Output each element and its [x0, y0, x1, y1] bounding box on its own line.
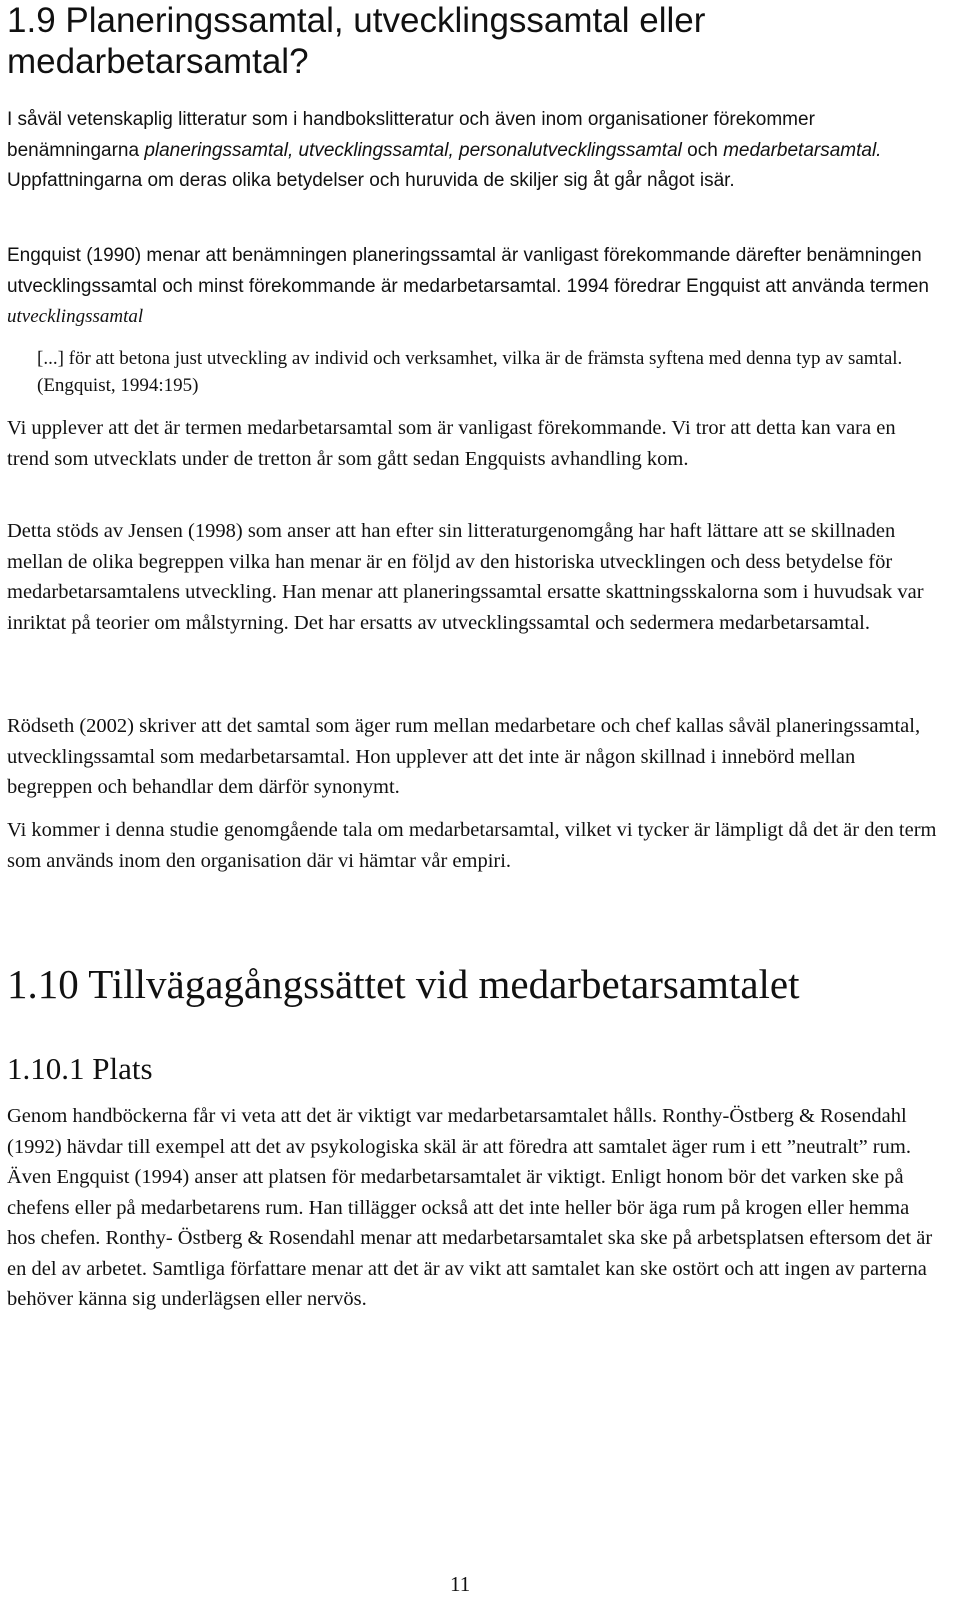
paragraph-text: Engquist (1990) menar att benämningen planeringssamtal är vanligast förekommande därefter benämningen utvecklingssamtal och minst förekommande är medarbetarsamtal. 1994 föredrar Engquist att använda termen [7, 245, 929, 297]
quote-text: [...] för att betona just utveckling av individ och verksamhet, vilka är de främsta syftena med denna typ av samtal. [37, 348, 903, 369]
subsection-heading-plats: 1.10.1 Plats [7, 1051, 153, 1086]
italic-term: medarbetarsamtal. [723, 139, 882, 161]
italic-term: utvecklingssamtal [7, 306, 144, 327]
paragraph-this-study: Vi kommer i denna studie genomgående tala om medarbetarsamtal, vilket vi tycker är lämpligt då det är den term som används inom den organisation där vi hämtar vår empiri. [7, 819, 937, 872]
page-number: 11 [450, 1572, 471, 1596]
italic-terms: planeringssamtal, utvecklingssamtal, personalutvecklingssamtal [144, 139, 682, 161]
paragraph-text: och [681, 139, 724, 161]
block-quote [37, 345, 927, 399]
paragraph-terms [7, 105, 937, 197]
paragraph-text: I såväl vetenskaplig litteratur som i handbokslitteratur och även inom organisationer förekommer benämningarna [7, 109, 815, 161]
paragraph-jensen: Detta stöds av Jensen (1998) som anser att han efter sin litteraturgenomgång har haft lättare att se skillnaden mellan de olika begreppen vilka han menar är en följd av den historiska utvecklingen och dess betydelse för medarbetarsamtalens utveckling. Han menar att planeringssamtal ersatte skattningsskalorna som i huvudsak var inriktat på teorier om målstyrning. Det har ersatts av utvecklingssamtal och sedermera medarbetarsamtal. [7, 520, 924, 634]
paragraph-plats: Genom handböckerna får vi veta att det är viktigt var medarbetarsamtalet hålls. Ronthy-Östberg & Rosendahl (1992) hävdar till exempel att det av psykologiska skäl är att föredra att samtalet äger rum i ett ”neutralt” rum. Även Engquist (1994) anser att platsen för medarbetarsamtalet är viktigt. Enligt honom bör det varken ske på chefens eller på medarbetarens rum. Han tillägger också att det inte heller bör äga rum på krogen eller hemma hos chefen. Ronthy- Östberg & Rosendahl menar att medarbetarsamtalet ska ske på arbetsplatsen eftersom det är en del av arbetet. Samtliga författare menar att det är av vikt att samtalet kan ske ostört och att ingen av parterna behöver känna sig underlägsen eller nervös. [7, 1105, 933, 1310]
section-heading-1-9: 1.9 Planeringssamtal, utvecklingssamtal eller medarbetarsamtal? [7, 1, 706, 81]
paragraph-engquist [7, 241, 937, 333]
paragraph-trend: Vi upplever att det är termen medarbetarsamtal som är vanligast förekommande. Vi tror att detta kan vara en trend som utvecklats under de tretton år som gått sedan Engquists avhandling kom. [7, 417, 896, 470]
section-heading-1-10: 1.10 Tillvägagångssättet vid medarbetarsamtalet [7, 961, 800, 1007]
paragraph-rodseth: Rödseth (2002) skriver att det samtal som äger rum mellan medarbetare och chef kallas såväl planeringssamtal, utvecklingssamtal som medarbetarsamtal. Hon upplever att det inte är någon skillnad i innebörd mellan begreppen och behandlar dem därför synonymt. [7, 715, 921, 798]
quote-citation: (Engquist, 1994:195) [37, 375, 199, 396]
paragraph-text: Uppfattningarna om deras olika betydelser och huruvida de skiljer sig åt går något isär. [7, 170, 735, 191]
